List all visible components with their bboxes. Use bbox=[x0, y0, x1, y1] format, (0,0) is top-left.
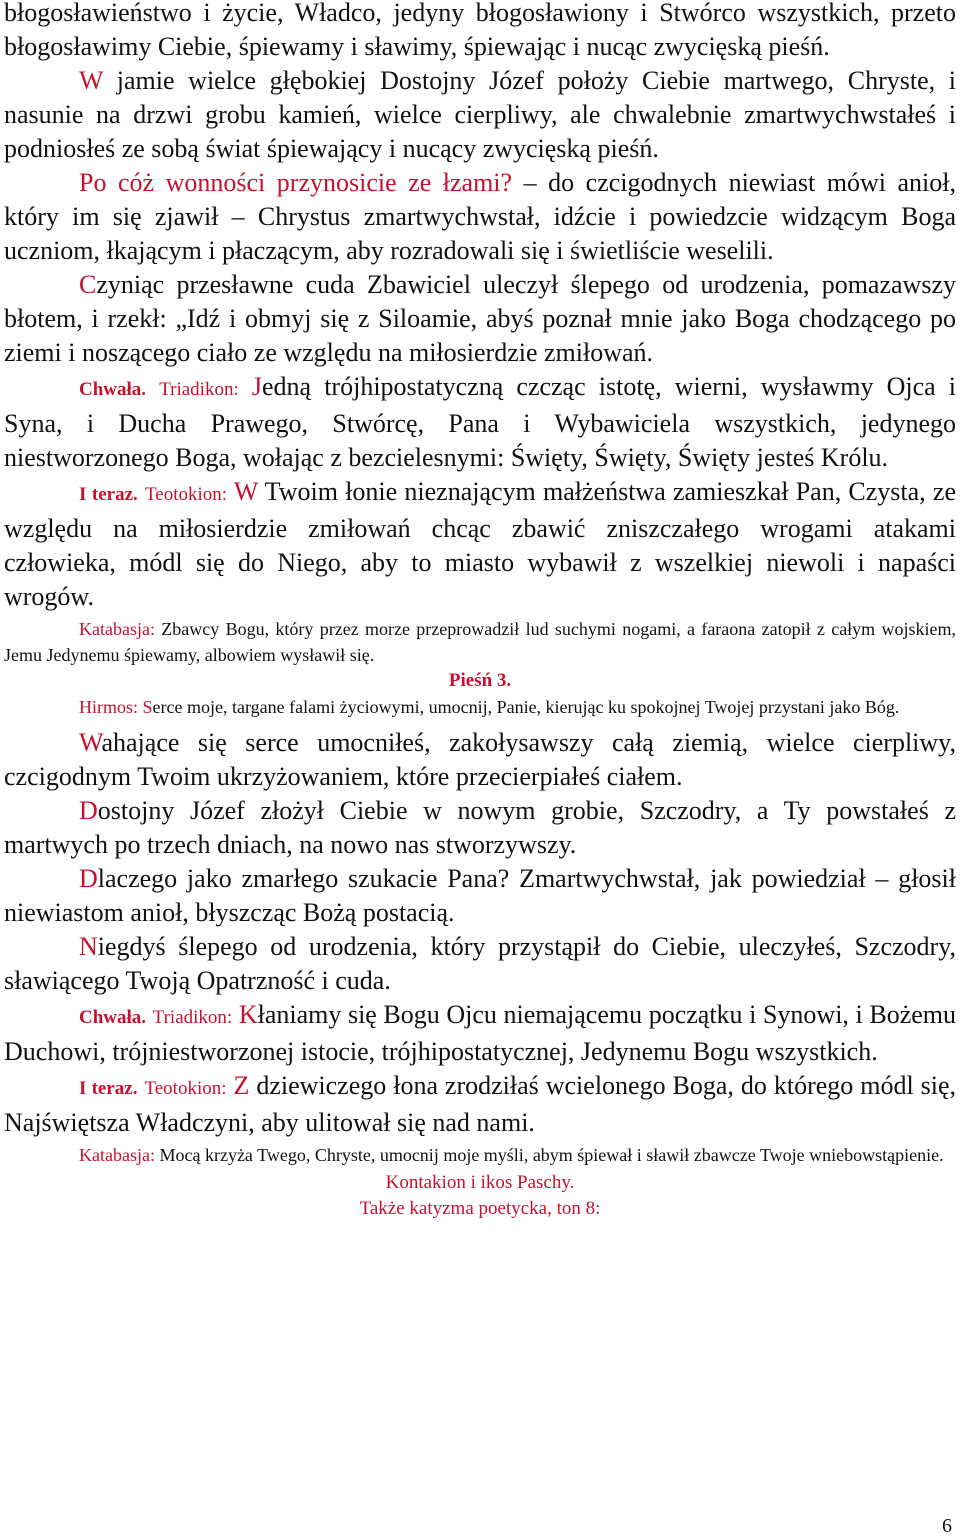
paragraph-text: jamie wielce głębokiej Dostojny Józef położy Ciebie martwego, Chryste, i nasunie na drzwi grobu kamień, wielce cierpliwy, ale chwalebnie zmartwychwstałeś i podniosłeś ze sobą świat śpiewający i nucący zwycięską pieśń. bbox=[4, 66, 956, 163]
paragraph-text: ostojny Józef złożył Ciebie w nowym grobie, Szczodry, a Ty powstałeś z martwych po trzech dniach, na nowo nas stworzywszy. bbox=[4, 796, 956, 859]
paragraph-initial: M bbox=[154, 1145, 176, 1165]
paragraph-10 bbox=[4, 862, 956, 930]
paragraph-4 bbox=[4, 370, 956, 475]
paragraph-text: dziewiczego łona zrodziłaś wcielonego Boga, do którego módl się, Najświętsza Władczyni, aby ulitował się nad nami. bbox=[4, 1071, 957, 1137]
rubric-label: Chwała. bbox=[79, 1007, 147, 1028]
rubric-tag: Triadikon: bbox=[152, 1007, 233, 1028]
paragraph-text: edną trójhipostatyczną czcząc istotę, wierni, wysławmy Ojca i Syna, i Ducha Prawego, Stwórcę, Pana i Wybawiciela wszystkich, jedynego niestworzonego Boga, wołając z bezcielesnymi: Święty, Święty, Święty jesteś Królu. bbox=[4, 372, 957, 472]
paragraph-initial: D bbox=[79, 796, 98, 825]
rubric-tag: Katabasja: bbox=[79, 619, 155, 639]
document-page bbox=[4, 0, 956, 1222]
paragraph-text: Twoim łonie nieznającym małżeństwa zamieszkał Pan, Czysta, ze względu na miłosierdzie zmiłowań chcąc zbawić zniszczałego wrogami atakami człowieka, módl się do Niego, aby to miasto wybawił z wszelkiej niewoli i napaści wrogów. bbox=[4, 477, 956, 611]
rubric-tag: Triadikon: bbox=[159, 379, 239, 400]
paragraph-initial: N bbox=[79, 932, 98, 961]
rubric-label: I teraz. bbox=[79, 1078, 138, 1099]
paragraph-text: – do czcigodnych niewiast mówi anioł, który im się zjawił – Chrystus zmartwychwstał, idźcie i powiedzcie widzącym Boga uczniom, łkającym i płaczącym, aby rozradowali się i świetliście weselili. bbox=[4, 168, 956, 265]
paragraph-9 bbox=[4, 794, 956, 862]
rubric-tag: Teotokion: bbox=[145, 484, 228, 505]
paragraph-text: laczego jako zmarłego szukacie Pana? Zmartwychwstał, jak powiedział – głosił niewiastom anioł, błyszcząc Bożą postacią. bbox=[4, 864, 956, 927]
rubric-label: I teraz. bbox=[79, 484, 138, 505]
paragraph-initial: J bbox=[251, 372, 262, 401]
paragraph-text: erce moje, targane falami życiowymi, umocnij, Panie, kierując ku spokojnej Twojej przystani jako Bóg. bbox=[152, 697, 900, 717]
paragraph-6 bbox=[4, 616, 956, 668]
paragraph-initial: W bbox=[233, 477, 258, 506]
paragraph-11 bbox=[4, 930, 956, 998]
paragraph-7 bbox=[4, 694, 956, 720]
paragraph-initial: C bbox=[79, 270, 97, 299]
rubric-tag: Hirmos: bbox=[79, 697, 139, 717]
paragraph-text: bawcy Bogu, który przez morze przeprowadził lud suchymi nogami, a faraona zatopił z całym wojskiem, Jemu Jedynemu śpiewamy, albowiem wysławił się. bbox=[4, 619, 957, 665]
section-heading: Kontakion i ikos Paschy. bbox=[385, 1172, 575, 1193]
paragraph-initial: W bbox=[79, 66, 104, 95]
paragraph-initial: Z bbox=[154, 619, 173, 639]
rubric-tag: Katabasja: bbox=[79, 1145, 155, 1165]
paragraph-12 bbox=[4, 998, 956, 1069]
paragraph-1 bbox=[4, 64, 956, 166]
paragraph-text: ocą krzyża Twego, Chryste, umocnij moje myśli, abym śpiewał i sławił zbawcze Twoje wniebowstąpienie. bbox=[175, 1145, 944, 1165]
paragraph-initial: Po cóż wonności przynosicie ze łzami? bbox=[79, 168, 513, 197]
paragraph-text: łaniamy się Bogu Ojcu niemającemu początku i Synowi, i Bożemu Duchowi, trójniestworzonej istocie, trójhipostatycznej, Jedynemu Bogu wszystkich. bbox=[4, 1000, 957, 1066]
section-heading: Pieśń 3. bbox=[448, 670, 512, 691]
paragraph-initial: W bbox=[79, 728, 102, 757]
paragraph-initial: Z bbox=[233, 1071, 250, 1100]
paragraph-8 bbox=[4, 726, 956, 794]
paragraph-2 bbox=[4, 166, 956, 268]
paragraph-5 bbox=[4, 475, 956, 614]
paragraph-text: iegdyś ślepego od urodzenia, który przystąpił do Ciebie, uleczyłeś, Szczodry, sławiącego Twoją Opatrzność i cuda. bbox=[4, 932, 956, 995]
paragraph-14 bbox=[4, 1142, 956, 1168]
section-heading: Także katyzma poetycka, ton 8: bbox=[359, 1198, 601, 1219]
paragraph-initial: K bbox=[238, 1000, 258, 1029]
paragraph-0 bbox=[4, 0, 956, 64]
paragraph-3 bbox=[4, 268, 956, 370]
paragraph-text: błogosławieństwo i życie, Władco, jedyny błogosławiony i Stwórco wszystkich, przeto błogosławimy Ciebie, śpiewamy i sławimy, śpiewając i nucąc zwycięską pieśń. bbox=[4, 0, 956, 61]
paragraph-text: ahające się serce umocniłeś, zakołysawszy całą ziemią, wielce cierpliwy, czcigodnym Twoim ukrzyżowaniem, które przecierpiałeś ciałem. bbox=[4, 728, 956, 791]
rubric-label: Chwała. bbox=[79, 379, 147, 400]
paragraph-initial: D bbox=[79, 864, 98, 893]
rubric-tag: Teotokion: bbox=[144, 1078, 227, 1099]
paragraph-13 bbox=[4, 1069, 956, 1140]
paragraph-text: zyniąc przesławne cuda Zbawiciel uleczył ślepego od urodzenia, pomazawszy błotem, i rzekł: „Idź i obmyj się z Siloamie, abyś poznał mnie jako Boga chodzącego po ziemi i noszącego ciało ze względu na miłosierdzie zmiłowań. bbox=[4, 270, 956, 367]
page-number: 6 bbox=[942, 1515, 952, 1537]
paragraph-initial: S bbox=[138, 697, 153, 717]
